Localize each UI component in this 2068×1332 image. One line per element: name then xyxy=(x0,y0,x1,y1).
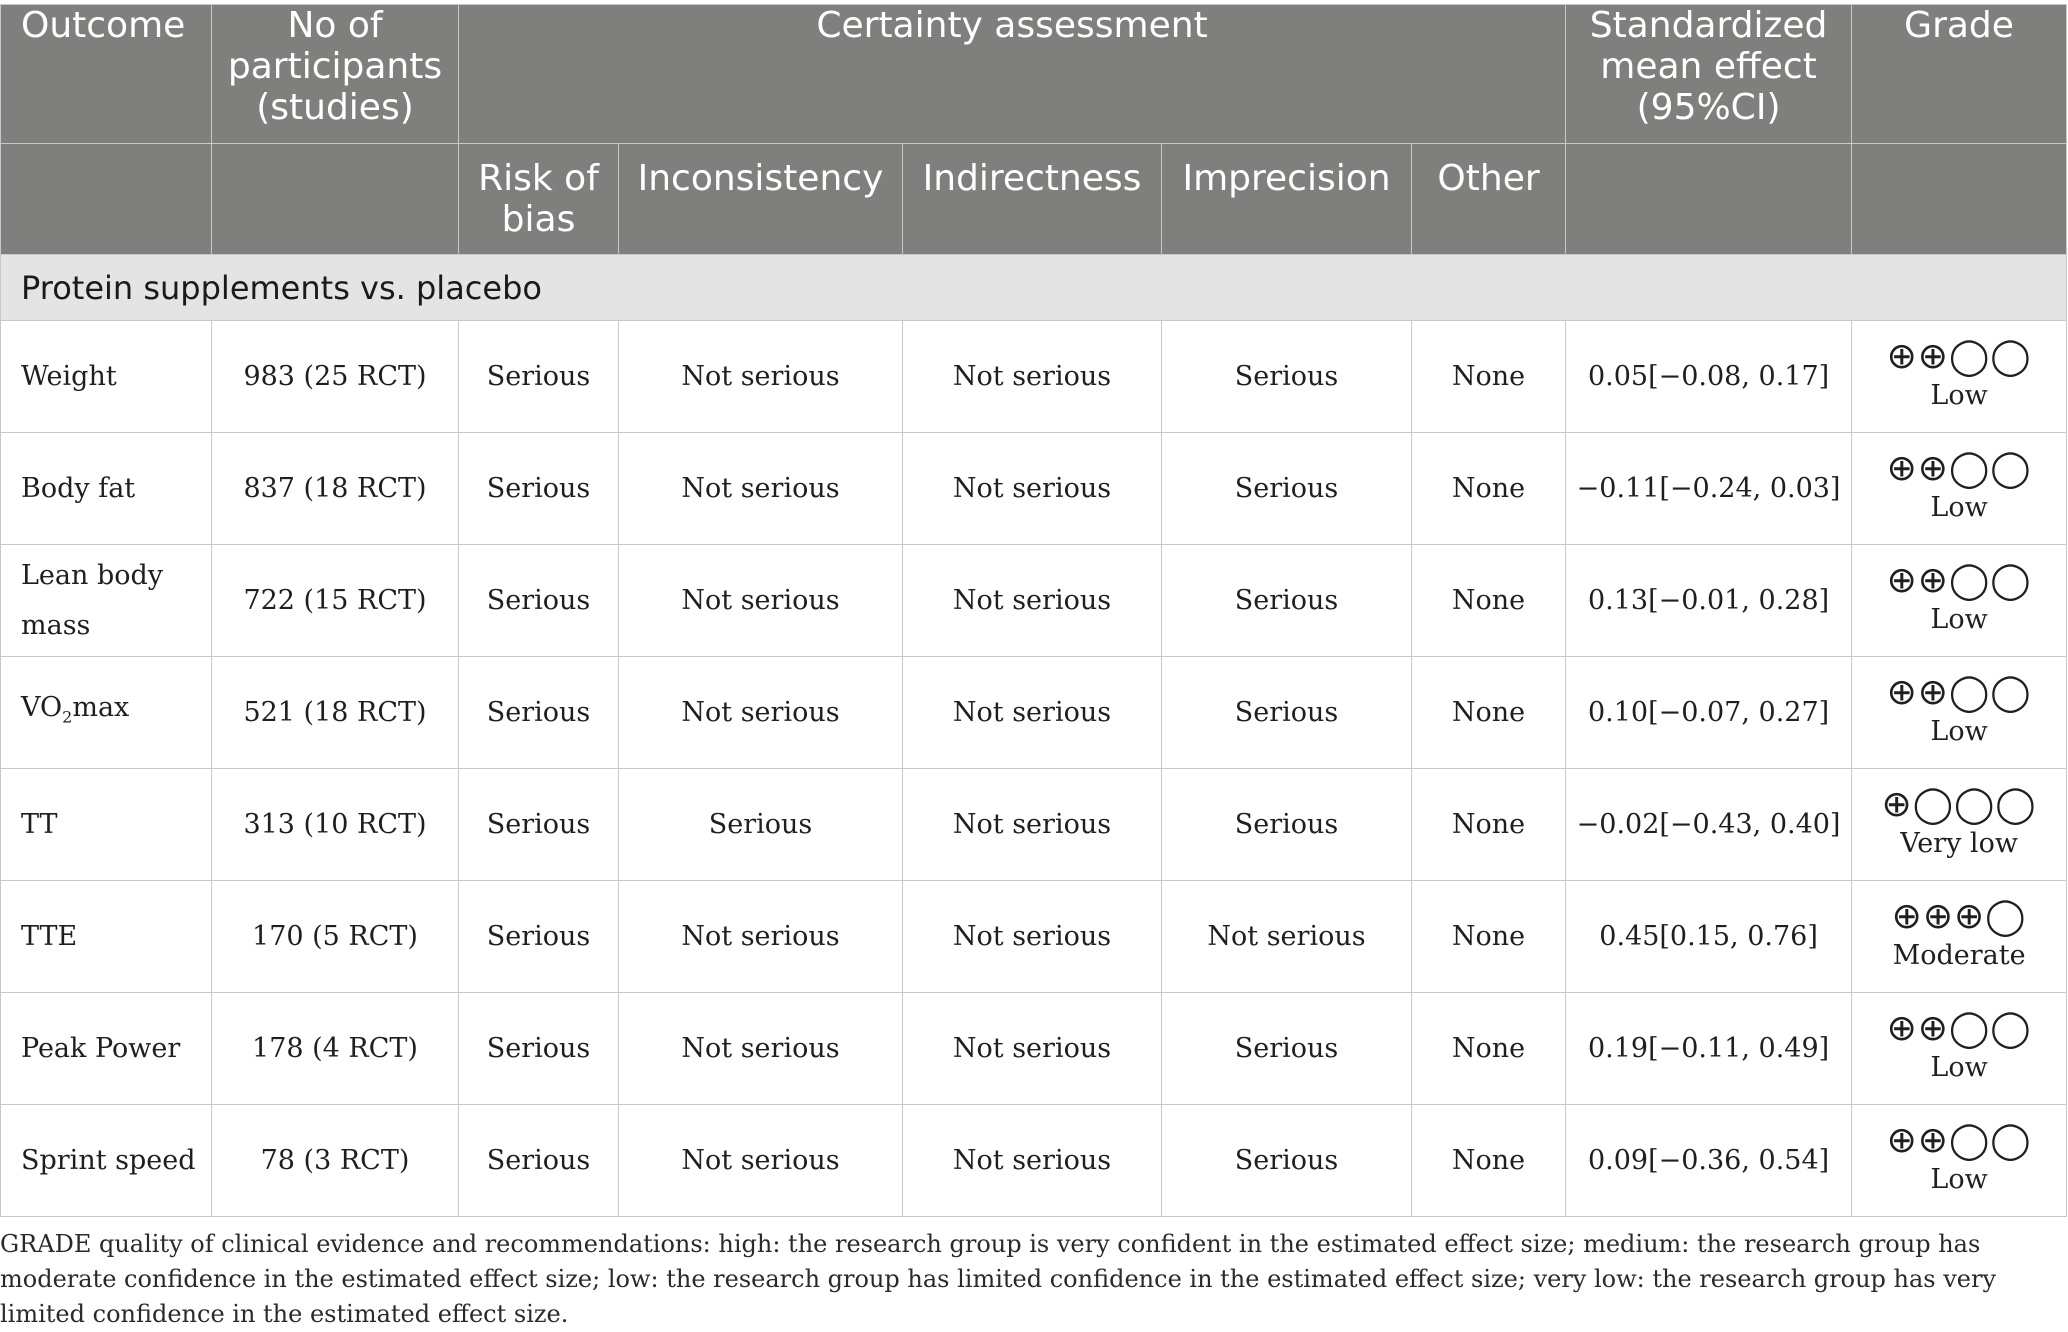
indirectness-cell: Not serious xyxy=(903,321,1162,433)
grade-cell xyxy=(1852,993,2067,1105)
header-standardized-mean-effect: Standardized mean effect (95%CI) xyxy=(1566,5,1852,144)
other-cell: None xyxy=(1412,657,1566,769)
effect-cell: −0.11[−0.24, 0.03] xyxy=(1566,433,1852,545)
effect-cell: 0.09[−0.36, 0.54] xyxy=(1566,1105,1852,1217)
risk-of-bias-cell: Serious xyxy=(459,545,619,657)
risk-of-bias-cell: Serious xyxy=(459,769,619,881)
table-row xyxy=(1,657,2067,769)
participants-cell: 170 (5 RCT) xyxy=(212,881,459,993)
imprecision-cell: Serious xyxy=(1162,1105,1412,1217)
outcome-cell: Peak Power xyxy=(1,993,212,1105)
grade-cell xyxy=(1852,545,2067,657)
grade-table-container xyxy=(0,4,2066,1332)
indirectness-cell: Not serious xyxy=(903,1105,1162,1217)
indirectness-cell: Not serious xyxy=(903,881,1162,993)
grade-symbols-icon: ⊕◯◯◯ xyxy=(1881,783,2037,825)
grade-symbols-icon: ⊕⊕◯◯ xyxy=(1886,671,2032,713)
header-indirectness: Indirectness xyxy=(903,144,1162,255)
table-row xyxy=(1,433,2067,545)
risk-of-bias-cell: Serious xyxy=(459,881,619,993)
other-cell: None xyxy=(1412,881,1566,993)
grade-label: Low xyxy=(1930,603,1988,635)
other-cell: None xyxy=(1412,769,1566,881)
table-row xyxy=(1,993,2067,1105)
grade-symbols-icon: ⊕⊕◯◯ xyxy=(1886,447,2032,489)
imprecision-cell: Serious xyxy=(1162,657,1412,769)
other-cell: None xyxy=(1412,433,1566,545)
indirectness-cell: Not serious xyxy=(903,657,1162,769)
header-participants: No of participants (studies) xyxy=(212,5,459,144)
grade-cell xyxy=(1852,769,2067,881)
table-row xyxy=(1,321,2067,433)
effect-cell: 0.10[−0.07, 0.27] xyxy=(1566,657,1852,769)
grade-symbols-icon: ⊕⊕◯◯ xyxy=(1886,559,2032,601)
outcome-cell: Body fat xyxy=(1,433,212,545)
header-sub-empty-outcome xyxy=(1,144,212,255)
indirectness-cell: Not serious xyxy=(903,993,1162,1105)
grade-cell xyxy=(1852,881,2067,993)
imprecision-cell: Not serious xyxy=(1162,881,1412,993)
header-inconsistency: Inconsistency xyxy=(619,144,903,255)
header-grade: Grade xyxy=(1852,5,2067,144)
participants-cell: 178 (4 RCT) xyxy=(212,993,459,1105)
inconsistency-cell: Not serious xyxy=(619,657,903,769)
table-footnote: GRADE quality of clinical evidence and recommendations: high: the research group is very confident in the estimated effect size; medium: the research group has moderate confidence in the estimated effect size; low: the research group has limited confidence in the estimated effect size; very low: the research group has very limited confidence in the estimated effect size. xyxy=(0,1230,1997,1328)
outcome-cell: TT xyxy=(1,769,212,881)
table-row xyxy=(1,545,2067,657)
other-cell: None xyxy=(1412,321,1566,433)
grade-label: Very low xyxy=(1900,827,2018,859)
grade-cell xyxy=(1852,433,2067,545)
grade-cell xyxy=(1852,657,2067,769)
grade-label: Low xyxy=(1930,715,1988,747)
outcome-cell: TTE xyxy=(1,881,212,993)
header-other: Other xyxy=(1412,144,1566,255)
header-row-main xyxy=(1,5,2067,144)
risk-of-bias-cell: Serious xyxy=(459,657,619,769)
section-title: Protein supplements vs. placebo xyxy=(1,255,2067,321)
outcome-cell: Weight xyxy=(1,321,212,433)
table-row xyxy=(1,1105,2067,1217)
risk-of-bias-cell: Serious xyxy=(459,993,619,1105)
inconsistency-cell: Not serious xyxy=(619,881,903,993)
grade-label: Low xyxy=(1930,1163,1988,1195)
outcome-max: max xyxy=(72,691,130,723)
inconsistency-cell: Not serious xyxy=(619,433,903,545)
participants-cell: 837 (18 RCT) xyxy=(212,433,459,545)
effect-cell: −0.02[−0.43, 0.40] xyxy=(1566,769,1852,881)
grade-label: Low xyxy=(1930,491,1988,523)
outcome-cell xyxy=(1,657,212,769)
grade-symbols-icon: ⊕⊕◯◯ xyxy=(1886,1119,2032,1161)
participants-cell: 983 (25 RCT) xyxy=(212,321,459,433)
indirectness-cell: Not serious xyxy=(903,545,1162,657)
grade-symbols-icon: ⊕⊕⊕◯ xyxy=(1891,895,2027,937)
participants-cell: 313 (10 RCT) xyxy=(212,769,459,881)
table-row xyxy=(1,769,2067,881)
effect-cell: 0.05[−0.08, 0.17] xyxy=(1566,321,1852,433)
participants-cell: 722 (15 RCT) xyxy=(212,545,459,657)
grade-cell xyxy=(1852,321,2067,433)
imprecision-cell: Serious xyxy=(1162,321,1412,433)
inconsistency-cell: Not serious xyxy=(619,545,903,657)
risk-of-bias-cell: Serious xyxy=(459,433,619,545)
outcome-vo: VO xyxy=(21,691,63,723)
outcome-cell: Sprint speed xyxy=(1,1105,212,1217)
other-cell: None xyxy=(1412,545,1566,657)
inconsistency-cell: Not serious xyxy=(619,993,903,1105)
other-cell: None xyxy=(1412,1105,1566,1217)
inconsistency-cell: Not serious xyxy=(619,1105,903,1217)
effect-cell: 0.19[−0.11, 0.49] xyxy=(1566,993,1852,1105)
participants-cell: 521 (18 RCT) xyxy=(212,657,459,769)
inconsistency-cell: Not serious xyxy=(619,321,903,433)
effect-cell: 0.45[0.15, 0.76] xyxy=(1566,881,1852,993)
section-row xyxy=(1,255,2067,321)
indirectness-cell: Not serious xyxy=(903,769,1162,881)
imprecision-cell: Serious xyxy=(1162,993,1412,1105)
header-sub-empty-participants xyxy=(212,144,459,255)
grade-cell xyxy=(1852,1105,2067,1217)
header-imprecision: Imprecision xyxy=(1162,144,1412,255)
indirectness-cell: Not serious xyxy=(903,433,1162,545)
header-sub-empty-grade xyxy=(1852,144,2067,255)
outcome-cell: Lean body mass xyxy=(1,545,212,657)
imprecision-cell: Serious xyxy=(1162,433,1412,545)
grade-symbols-icon: ⊕⊕◯◯ xyxy=(1886,1007,2032,1049)
table-row xyxy=(1,881,2067,993)
risk-of-bias-cell: Serious xyxy=(459,1105,619,1217)
header-certainty-assessment: Certainty assessment xyxy=(459,5,1566,144)
risk-of-bias-cell: Serious xyxy=(459,321,619,433)
grade-evidence-table xyxy=(0,4,2067,1217)
outcome-subscript: 2 xyxy=(62,707,73,727)
imprecision-cell: Serious xyxy=(1162,769,1412,881)
imprecision-cell: Serious xyxy=(1162,545,1412,657)
grade-symbols-icon: ⊕⊕◯◯ xyxy=(1886,335,2032,377)
grade-label: Low xyxy=(1930,379,1988,411)
effect-cell: 0.13[−0.01, 0.28] xyxy=(1566,545,1852,657)
header-outcome: Outcome xyxy=(1,5,212,144)
header-sub-empty-effect xyxy=(1566,144,1852,255)
grade-label: Low xyxy=(1930,1051,1988,1083)
header-row-sub xyxy=(1,144,2067,255)
grade-label: Moderate xyxy=(1892,939,2026,971)
participants-cell: 78 (3 RCT) xyxy=(212,1105,459,1217)
inconsistency-cell: Serious xyxy=(619,769,903,881)
other-cell: None xyxy=(1412,993,1566,1105)
header-risk-of-bias: Risk of bias xyxy=(459,144,619,255)
